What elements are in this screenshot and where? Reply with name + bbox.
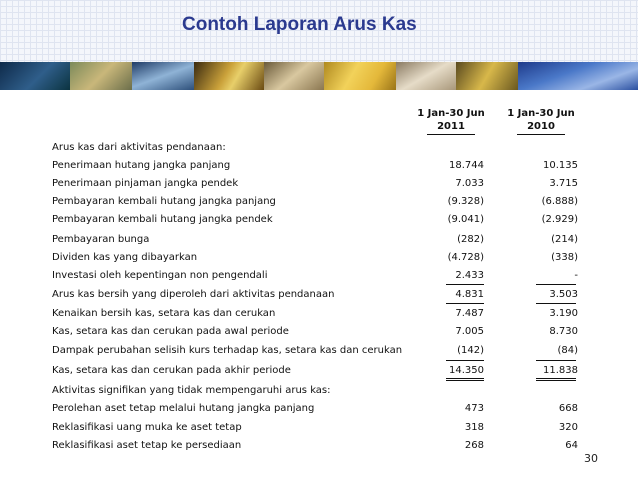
photo-segment xyxy=(518,62,638,90)
double-total-rule xyxy=(536,380,576,381)
value-2010: 3.503 xyxy=(549,289,578,300)
table-row xyxy=(52,420,582,435)
row-label: Aktivitas signifikan yang tidak mempengaruhi arus kas: xyxy=(52,385,331,396)
row-label: Pembayaran bunga xyxy=(52,234,150,245)
value-2011: 14.350 xyxy=(449,365,484,376)
value-2011: (9.041) xyxy=(447,214,484,225)
value-2011: (282) xyxy=(457,234,484,245)
photo-segment xyxy=(70,62,132,90)
table-row xyxy=(52,363,582,378)
table-row xyxy=(52,268,582,283)
value-2011: 7.487 xyxy=(455,308,484,319)
column-header-2010 xyxy=(502,107,580,135)
value-2011: (142) xyxy=(457,345,484,356)
photo-segment xyxy=(324,62,396,90)
double-total-rule xyxy=(446,378,484,379)
table-row xyxy=(52,343,582,358)
total-rule xyxy=(536,303,576,304)
value-2011: 268 xyxy=(464,440,484,451)
row-label: Dampak perubahan selisih kurs terhadap kas, setara kas dan cerukan xyxy=(52,345,403,356)
row-label: Pembayaran kembali hutang jangka pendek xyxy=(52,214,273,225)
table-row xyxy=(52,401,582,416)
value-2010: 3.715 xyxy=(549,178,578,189)
value-2011: (9.328) xyxy=(447,196,484,207)
table-row xyxy=(52,232,582,247)
subtotal-rule xyxy=(446,284,484,285)
row-label: Kas, setara kas dan cerukan pada awal periode xyxy=(52,326,289,337)
value-2011: 7.033 xyxy=(455,178,484,189)
row-label: Reklasifikasi uang muka ke aset tetap xyxy=(52,422,242,433)
value-2011: 4.831 xyxy=(455,289,484,300)
value-2011: 318 xyxy=(464,422,484,433)
value-2010: (2.929) xyxy=(541,214,578,225)
photo-segment xyxy=(194,62,264,90)
subtotal-rule xyxy=(536,284,576,285)
value-2010: 8.730 xyxy=(549,326,578,337)
column-header-2011 xyxy=(412,107,490,135)
value-2010: 3.190 xyxy=(549,308,578,319)
double-total-rule xyxy=(446,380,484,381)
row-label: Arus kas bersih yang diperoleh dari aktivitas pendanaan xyxy=(52,289,335,300)
row-label: Penerimaan hutang jangka panjang xyxy=(52,160,231,171)
value-2011: (4.728) xyxy=(447,252,484,263)
row-label: Kas, setara kas dan cerukan pada akhir periode xyxy=(52,365,291,376)
row-label: Kenaikan bersih kas, setara kas dan cerukan xyxy=(52,308,276,319)
table-row xyxy=(52,438,582,453)
row-label: Dividen kas yang dibayarkan xyxy=(52,252,198,263)
table-row xyxy=(52,250,582,265)
photo-segment xyxy=(0,62,70,90)
page-number: 30 xyxy=(584,452,598,465)
double-total-rule xyxy=(536,378,576,379)
subtotal-rule xyxy=(446,360,484,361)
row-label: Perolehan aset tetap melalui hutang jangka panjang xyxy=(52,403,315,414)
table-row xyxy=(52,212,582,227)
subtotal-rule xyxy=(536,360,576,361)
photo-segment xyxy=(132,62,194,90)
photo-segment xyxy=(456,62,518,90)
value-2010: (84) xyxy=(557,345,578,356)
table-row xyxy=(52,383,582,398)
total-rule xyxy=(446,303,484,304)
header-photo-strip xyxy=(0,62,638,90)
table-row xyxy=(52,287,582,302)
column-header-date: 1 Jan-30 Jun xyxy=(417,108,485,119)
row-label: Pembayaran kembali hutang jangka panjang xyxy=(52,196,276,207)
table-row xyxy=(52,140,582,155)
value-2010: 668 xyxy=(558,403,578,414)
photo-segment xyxy=(396,62,456,90)
photo-segment xyxy=(264,62,324,90)
column-header-year: 2010 xyxy=(517,120,565,135)
column-header-year: 2011 xyxy=(427,120,475,135)
table-row xyxy=(52,194,582,209)
table-row xyxy=(52,324,582,339)
row-label: Penerimaan pinjaman jangka pendek xyxy=(52,178,239,189)
value-2010: - xyxy=(574,270,578,281)
slide-title: Contoh Laporan Arus Kas xyxy=(182,14,417,35)
value-2010: (338) xyxy=(551,252,578,263)
value-2011: 473 xyxy=(464,403,484,414)
row-label: Arus kas dari aktivitas pendanaan: xyxy=(52,142,226,153)
table-row xyxy=(52,306,582,321)
row-label: Investasi oleh kepentingan non pengendali xyxy=(52,270,268,281)
row-label: Reklasifikasi aset tetap ke persediaan xyxy=(52,440,242,451)
column-header-date: 1 Jan-30 Jun xyxy=(507,108,575,119)
value-2010: 320 xyxy=(558,422,578,433)
table-row xyxy=(52,158,582,173)
table-row xyxy=(52,176,582,191)
value-2011: 7.005 xyxy=(455,326,484,337)
value-2011: 2.433 xyxy=(455,270,484,281)
value-2010: (214) xyxy=(551,234,578,245)
value-2010: (6.888) xyxy=(541,196,578,207)
value-2011: 18.744 xyxy=(449,160,484,171)
value-2010: 11.838 xyxy=(543,365,578,376)
value-2010: 10.135 xyxy=(543,160,578,171)
value-2010: 64 xyxy=(565,440,578,451)
